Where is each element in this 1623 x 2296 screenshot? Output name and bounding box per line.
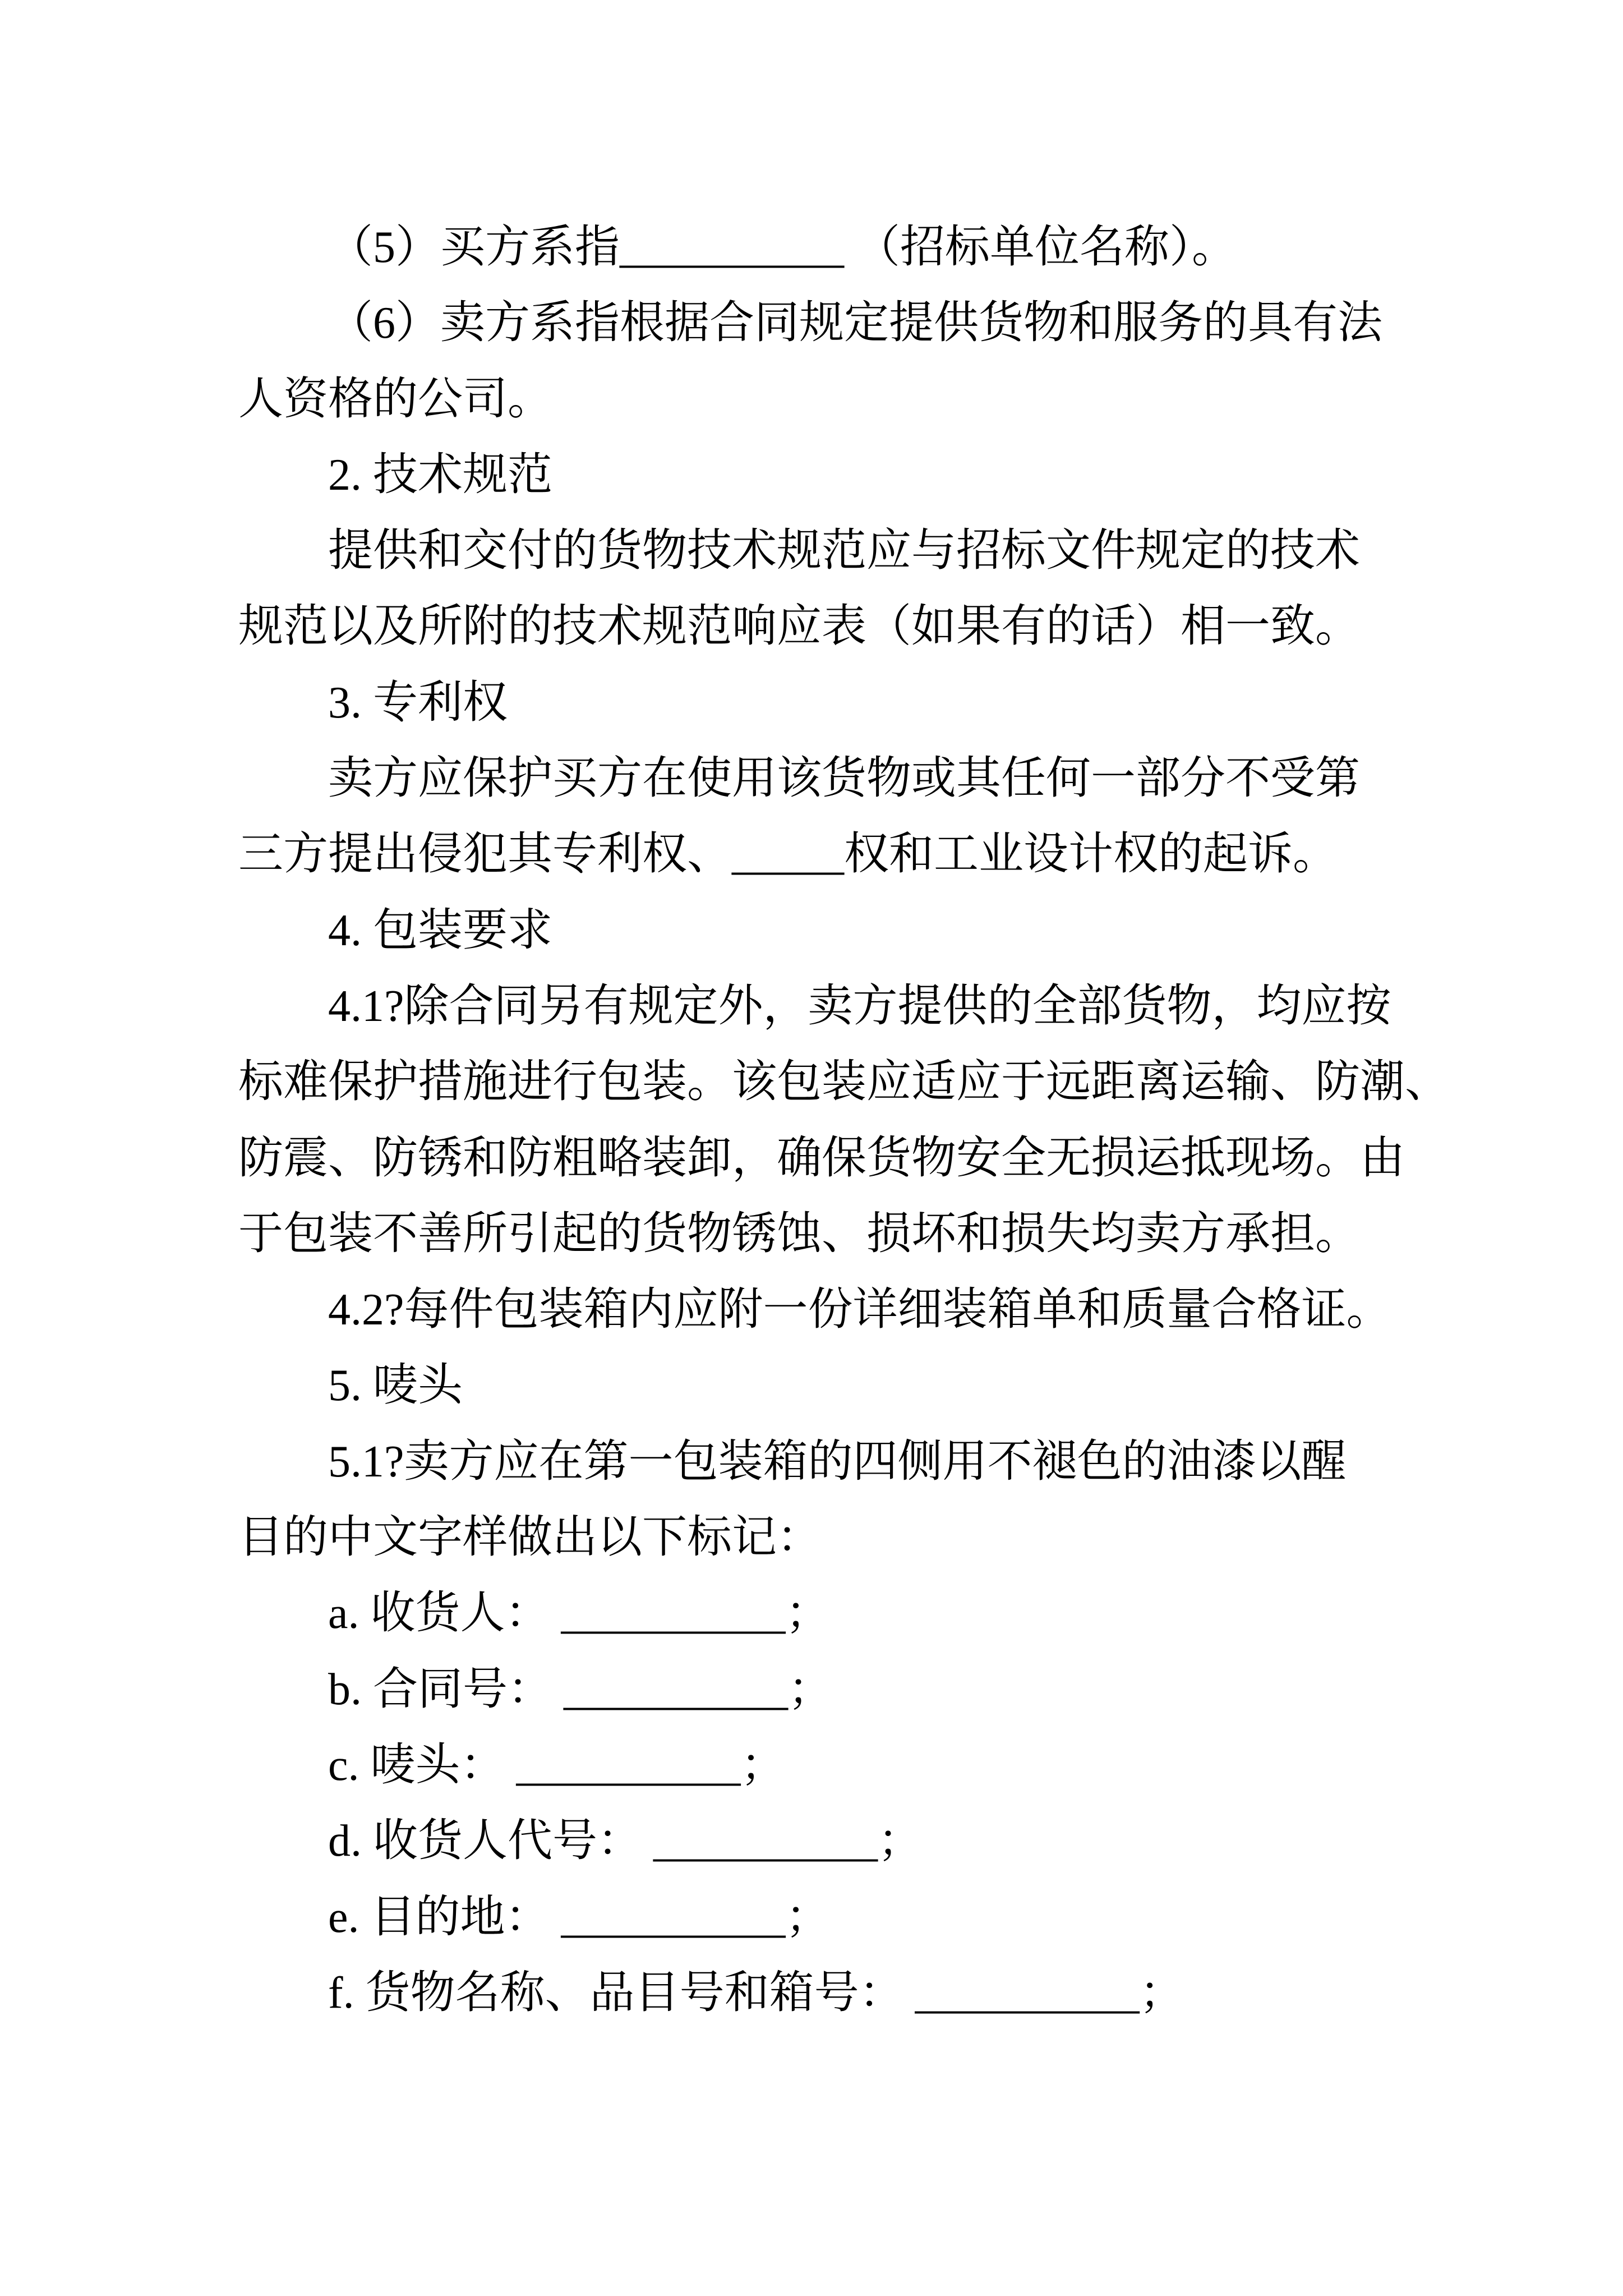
text-line: 于包装不善所引起的货物锈蚀、损坏和损失均卖方承担。	[238, 1209, 1360, 1259]
text-line: 目的中文字样做出以下标记：	[238, 1513, 822, 1563]
text-line: 提供和交付的货物技术规范应与招标文件规定的技术	[328, 526, 1360, 576]
text-line: 人资格的公司。	[238, 374, 552, 424]
text-line: 规范以及所附的技术规范响应表（如果有的话）相一致。	[238, 602, 1360, 652]
text-line: f. 货物名称、品目号和箱号： __________；	[328, 1968, 1184, 2018]
text-line: 三方提出侵犯其专利权、_____权和工业设计权的起诉。	[238, 830, 1338, 880]
text-line: e. 目的地： __________；	[328, 1892, 831, 1942]
text-line: 4.2?每件包装箱内应附一份详细装箱单和质量合格证。	[328, 1285, 1391, 1335]
text-line: d. 收货人代号： __________；	[328, 1816, 923, 1866]
contract-text-block	[238, 210, 1528, 2031]
text-line: 标难保护措施进行包装。该包装应适应于远距离运输、防潮、	[238, 1057, 1450, 1107]
text-line: b. 合同号： __________；	[328, 1664, 833, 1714]
text-line: 5. 唛头	[328, 1361, 463, 1411]
text-line: 防震、防锈和防粗略装卸，确保货物安全无损运抵现场。由	[238, 1133, 1405, 1183]
text-line: （5）买方系指__________ （招标单位名称）。	[328, 223, 1237, 272]
text-line: 4.1?除合同另有规定外，卖方提供的全部货物，均应按	[328, 981, 1391, 1031]
text-line: 3. 专利权	[328, 678, 508, 728]
text-line: 4. 包装要求	[328, 905, 552, 955]
text-line: 卖方应保护买方在使用该货物或其任何一部分不受第	[328, 754, 1360, 804]
text-line: 2. 技术规范	[328, 450, 552, 500]
text-line: 5.1?卖方应在第一包装箱的四侧用不褪色的油漆以醒	[328, 1437, 1347, 1487]
text-line: a. 收货人： __________；	[328, 1589, 831, 1639]
text-line: （6）卖方系指根据合同规定提供货物和服务的具有法	[328, 298, 1382, 348]
text-line: c. 唛头： __________；	[328, 1740, 786, 1790]
